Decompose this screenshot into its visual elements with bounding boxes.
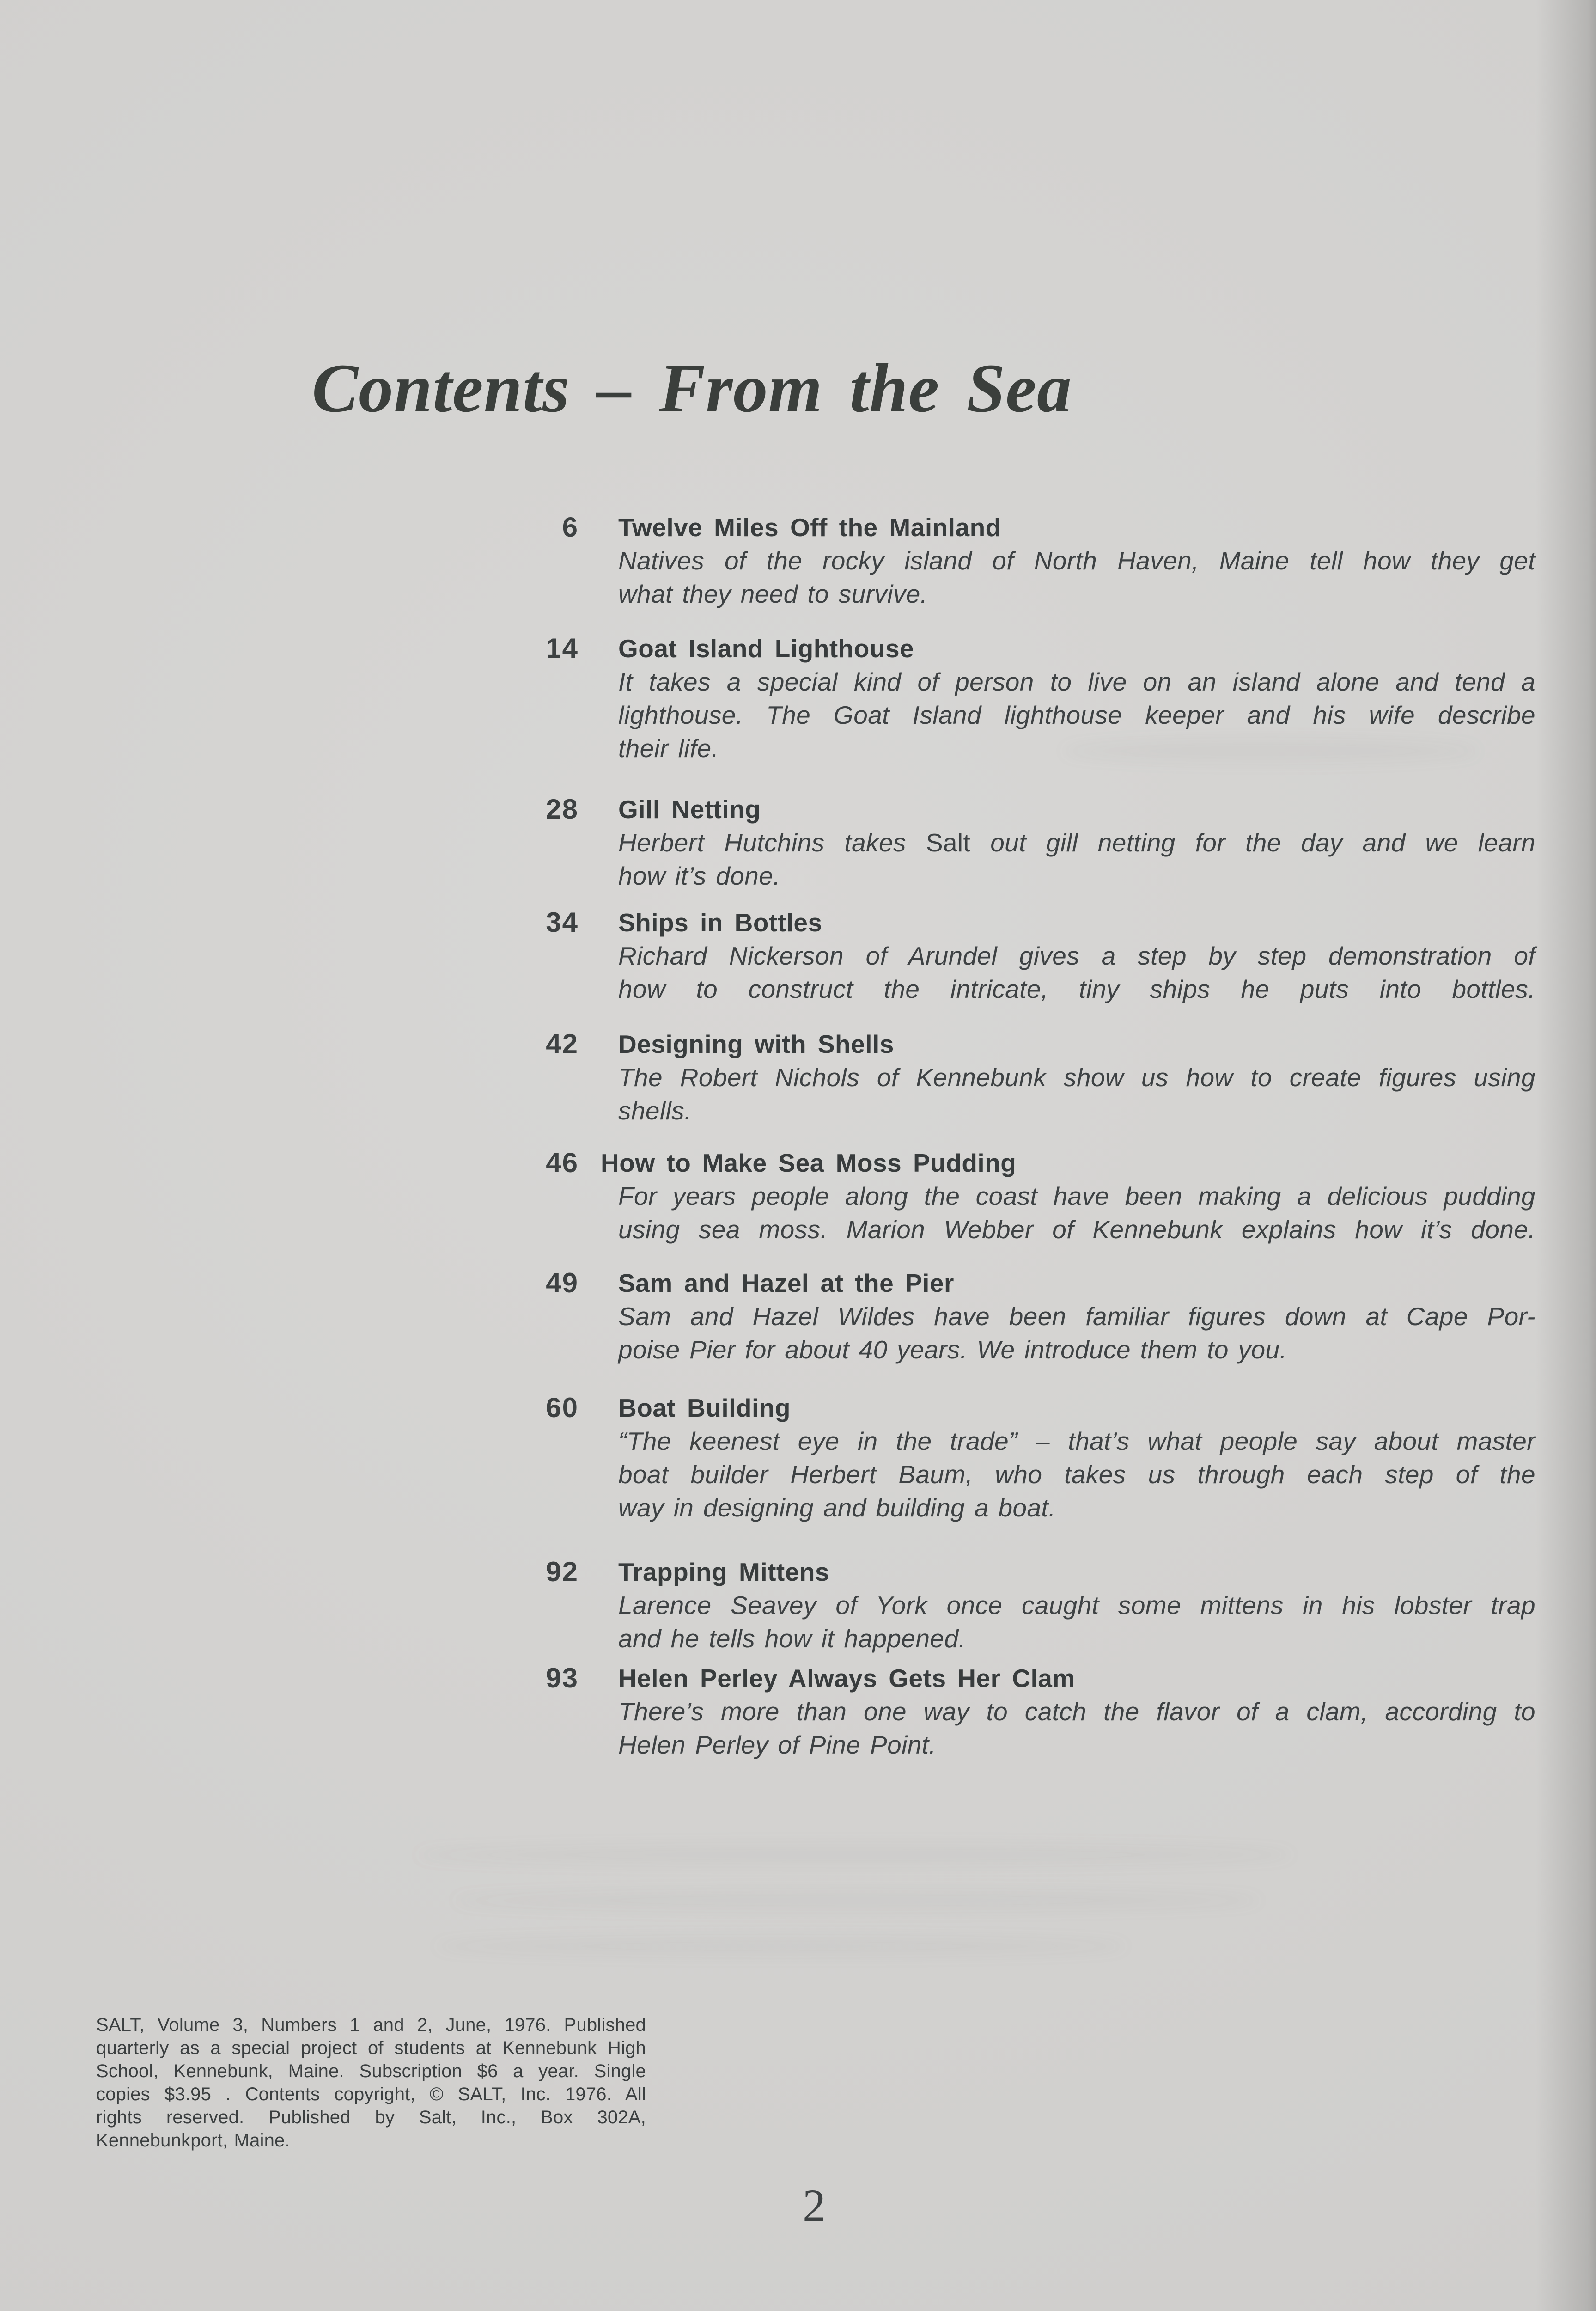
toc-description-line [618, 1180, 1535, 1213]
description-text: It takes a special kind of person to live on an island alone and tend a [618, 667, 1535, 696]
description-text: poise Pier for about 40 years. We introduce them to you. [618, 1335, 1287, 1364]
description-text: how to construct the intricate, tiny ships he puts into bottles. [618, 975, 1535, 1003]
toc-entry-description [618, 1425, 1535, 1524]
page-number: 2 [803, 2180, 826, 2231]
toc-entry-title: Boat Building [618, 1394, 791, 1422]
toc-entry-title: How to Make Sea Moss Pudding [601, 1149, 1017, 1177]
colophon [96, 2013, 646, 2152]
toc-entry-description [618, 1695, 1535, 1761]
description-text: For years people along the coast have been making a delicious pudding [618, 1182, 1535, 1211]
toc-entry-title: Helen Perley Always Gets Her Clam [618, 1664, 1075, 1693]
toc-description-line [618, 972, 1535, 1006]
description-text: Salt [926, 828, 971, 857]
toc-entry-description [618, 665, 1535, 765]
toc-entry [0, 1146, 1571, 1246]
description-text: how it’s done. [618, 862, 780, 890]
toc-entry-page-number: 49 [546, 1267, 579, 1298]
colophon-line: Kennebunkport, Maine. [96, 2130, 290, 2151]
description-text: Natives of the rocky island of North Haven, Maine tell how they get [618, 546, 1535, 575]
toc-entry [0, 1662, 1571, 1761]
toc-entry-page-number: 60 [546, 1392, 579, 1423]
description-text: lighthouse. The Goat Island lighthouse keeper and his wife describe [618, 701, 1535, 729]
toc-entry-content [618, 1555, 1535, 1655]
toc-entry-page-number: 46 [546, 1147, 579, 1178]
description-text: There’s more than one way to catch the flavor of a clam, according to [618, 1697, 1535, 1726]
toc-entry [0, 1027, 1571, 1127]
toc-entry-title: Sam and Hazel at the Pier [618, 1269, 954, 1297]
colophon-line: copies $3.95 . Contents copyright, © SALT, Inc. 1976. All [96, 2084, 646, 2104]
toc-entry-title: Gill Netting [618, 795, 761, 824]
toc-entry-page-number: 92 [546, 1556, 579, 1587]
toc-entry-page-number: 28 [546, 794, 579, 825]
toc-description-line [618, 1728, 1535, 1761]
toc-entry-content [618, 1662, 1535, 1761]
colophon-line: SALT, Volume 3, Numbers 1 and 2, June, 1976. Published [96, 2015, 646, 2035]
toc-description-line [618, 1300, 1535, 1333]
toc-description-line [618, 826, 1535, 859]
toc-entry-content [618, 906, 1535, 1006]
toc-description-line [618, 859, 1535, 893]
toc-entry-description [618, 1589, 1535, 1655]
description-text: Richard Nickerson of Arundel gives a step by step demonstration of [618, 942, 1535, 970]
toc-entry-description [618, 544, 1535, 611]
toc-description-line [618, 1333, 1535, 1366]
toc-entry-title: Designing with Shells [618, 1030, 894, 1058]
toc-entry-description [618, 826, 1535, 893]
description-text: Larence Seavey of York once caught some mittens in his lobster trap [618, 1591, 1535, 1620]
toc-entry-page-number: 14 [546, 633, 579, 664]
toc-entry-content [618, 511, 1535, 611]
description-text: out gill netting for the day and we learn [970, 828, 1535, 857]
toc-entry-title: Trapping Mittens [618, 1558, 829, 1586]
colophon-line: quarterly as a special project of students at Kennebunk High [96, 2038, 646, 2058]
toc-entry-title: Ships in Bottles [618, 908, 822, 937]
toc-entry-description [618, 939, 1535, 1006]
toc-entry-content [618, 1027, 1535, 1127]
toc-description-line [618, 939, 1535, 972]
description-text: using sea moss. Marion Webber of Kennebunk explains how it’s done. [618, 1215, 1535, 1244]
toc-entry [0, 1555, 1571, 1655]
toc-description-line [618, 1061, 1535, 1094]
toc-entry-description [618, 1180, 1535, 1246]
toc-entry-content [618, 1391, 1535, 1524]
description-text: what they need to survive. [618, 580, 928, 608]
toc-description-line [618, 577, 1535, 611]
toc-description-line [618, 1094, 1535, 1127]
toc-description-line [618, 732, 1535, 765]
toc-entry [0, 906, 1571, 1006]
description-text: and he tells how it happened. [618, 1624, 966, 1653]
description-text: shells. [618, 1096, 692, 1125]
toc-entry-title: Twelve Miles Off the Mainland [618, 513, 1001, 542]
toc-entry-page-number: 93 [546, 1663, 579, 1694]
toc-description-line [618, 1425, 1535, 1458]
toc-entry-content [618, 632, 1535, 765]
description-text: Helen Perley of Pine Point. [618, 1730, 937, 1759]
toc-entry-content [601, 1146, 1535, 1246]
colophon-line: rights reserved. Published by Salt, Inc., Box 302A, [96, 2107, 646, 2128]
toc-entry [0, 793, 1571, 893]
toc-entry-content [618, 1266, 1535, 1366]
toc-entry-description [618, 1300, 1535, 1366]
description-text: The Robert Nichols of Kennebunk show us how to create figures using [618, 1063, 1535, 1092]
toc-entry-page-number: 6 [562, 512, 579, 543]
toc-entry-title: Goat Island Lighthouse [618, 634, 914, 663]
toc-description-line [618, 1695, 1535, 1728]
colophon-line: School, Kennebunk, Maine. Subscription $6 a year. Single [96, 2061, 646, 2081]
description-text: Sam and Hazel Wildes have been familiar figures down at Cape Por- [618, 1302, 1535, 1331]
toc-description-line [618, 698, 1535, 732]
toc-entry-page-number: 42 [546, 1028, 579, 1059]
toc-description-line [618, 665, 1535, 698]
description-text: boat builder Herbert Baum, who takes us through each step of the [618, 1460, 1535, 1489]
page-title: Contents – From the Sea [312, 350, 1072, 427]
description-text: Herbert Hutchins takes [618, 828, 926, 857]
toc-description-line [618, 1589, 1535, 1622]
toc-entry [0, 1391, 1571, 1524]
description-text: their life. [618, 734, 719, 763]
toc-description-line [618, 544, 1535, 577]
toc-entry [0, 632, 1571, 765]
toc-entry [0, 511, 1571, 611]
toc-entry-page-number: 34 [546, 907, 579, 938]
toc-description-line [618, 1458, 1535, 1491]
toc-description-line [618, 1491, 1535, 1524]
toc-description-line [618, 1622, 1535, 1655]
description-text: way in designing and building a boat. [618, 1493, 1056, 1522]
toc-entry-content [618, 793, 1535, 893]
toc-description-line [618, 1213, 1535, 1246]
toc-entry [0, 1266, 1571, 1366]
description-text: “The keenest eye in the trade” – that’s what people say about master [618, 1427, 1535, 1455]
toc-entry-description [618, 1061, 1535, 1127]
